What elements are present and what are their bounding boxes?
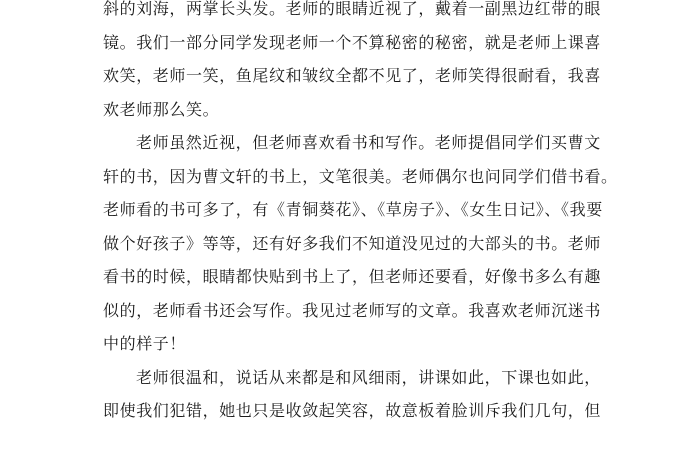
text-line: 老师虽然近视，但老师喜欢看书和写作。老师提倡同学们买曹文 bbox=[136, 133, 601, 152]
text-line: 欢笑，老师一笑，鱼尾纹和皱纹全都不见了，老师笑得很耐看，我喜 bbox=[103, 66, 602, 85]
text-line: 斜的刘海，两掌长头发。老师的眼睛近视了，戴着一副黑边红带的眼 bbox=[103, 0, 602, 18]
text-line: 镜。我们一部分同学发现老师一个不算秘密的秘密，就是老师上课喜 bbox=[103, 32, 602, 52]
paragraph-3 bbox=[103, 361, 603, 428]
text-line: 看书的时候，眼睛都快贴到书上了，但老师还要看，好像书多么有趣 bbox=[103, 267, 602, 286]
body-text bbox=[103, 0, 618, 428]
text-line: 轩的书，因为曹文轩的书上，文笔很美。老师偶尔也问同学们借书看。 bbox=[103, 166, 618, 186]
text-line: 欢老师那么笑。 bbox=[103, 99, 220, 119]
text-line: 中的样子！ bbox=[103, 334, 187, 353]
paragraph-2 bbox=[103, 126, 618, 361]
text-line: 老师看的书可多了，有《青铜葵花》、《草房子》、《女生日记》、《我要 bbox=[103, 200, 603, 219]
text-line: 老师很温和，说话从来都是和风细雨，讲课如此，下课也如此， bbox=[136, 367, 601, 387]
text-line: 即使我们犯错，她也只是收敛起笑容，故意板着脸训斥我们几句，但 bbox=[103, 401, 602, 420]
text-line: 做个好孩子》等等，还有好多我们不知道没见过的大部头的书。老师 bbox=[103, 233, 602, 253]
paragraph-1 bbox=[103, 0, 603, 126]
text-line: 似的，老师看书还会写作。我见过老师写的文章。我喜欢老师沉迷书 bbox=[103, 300, 602, 320]
